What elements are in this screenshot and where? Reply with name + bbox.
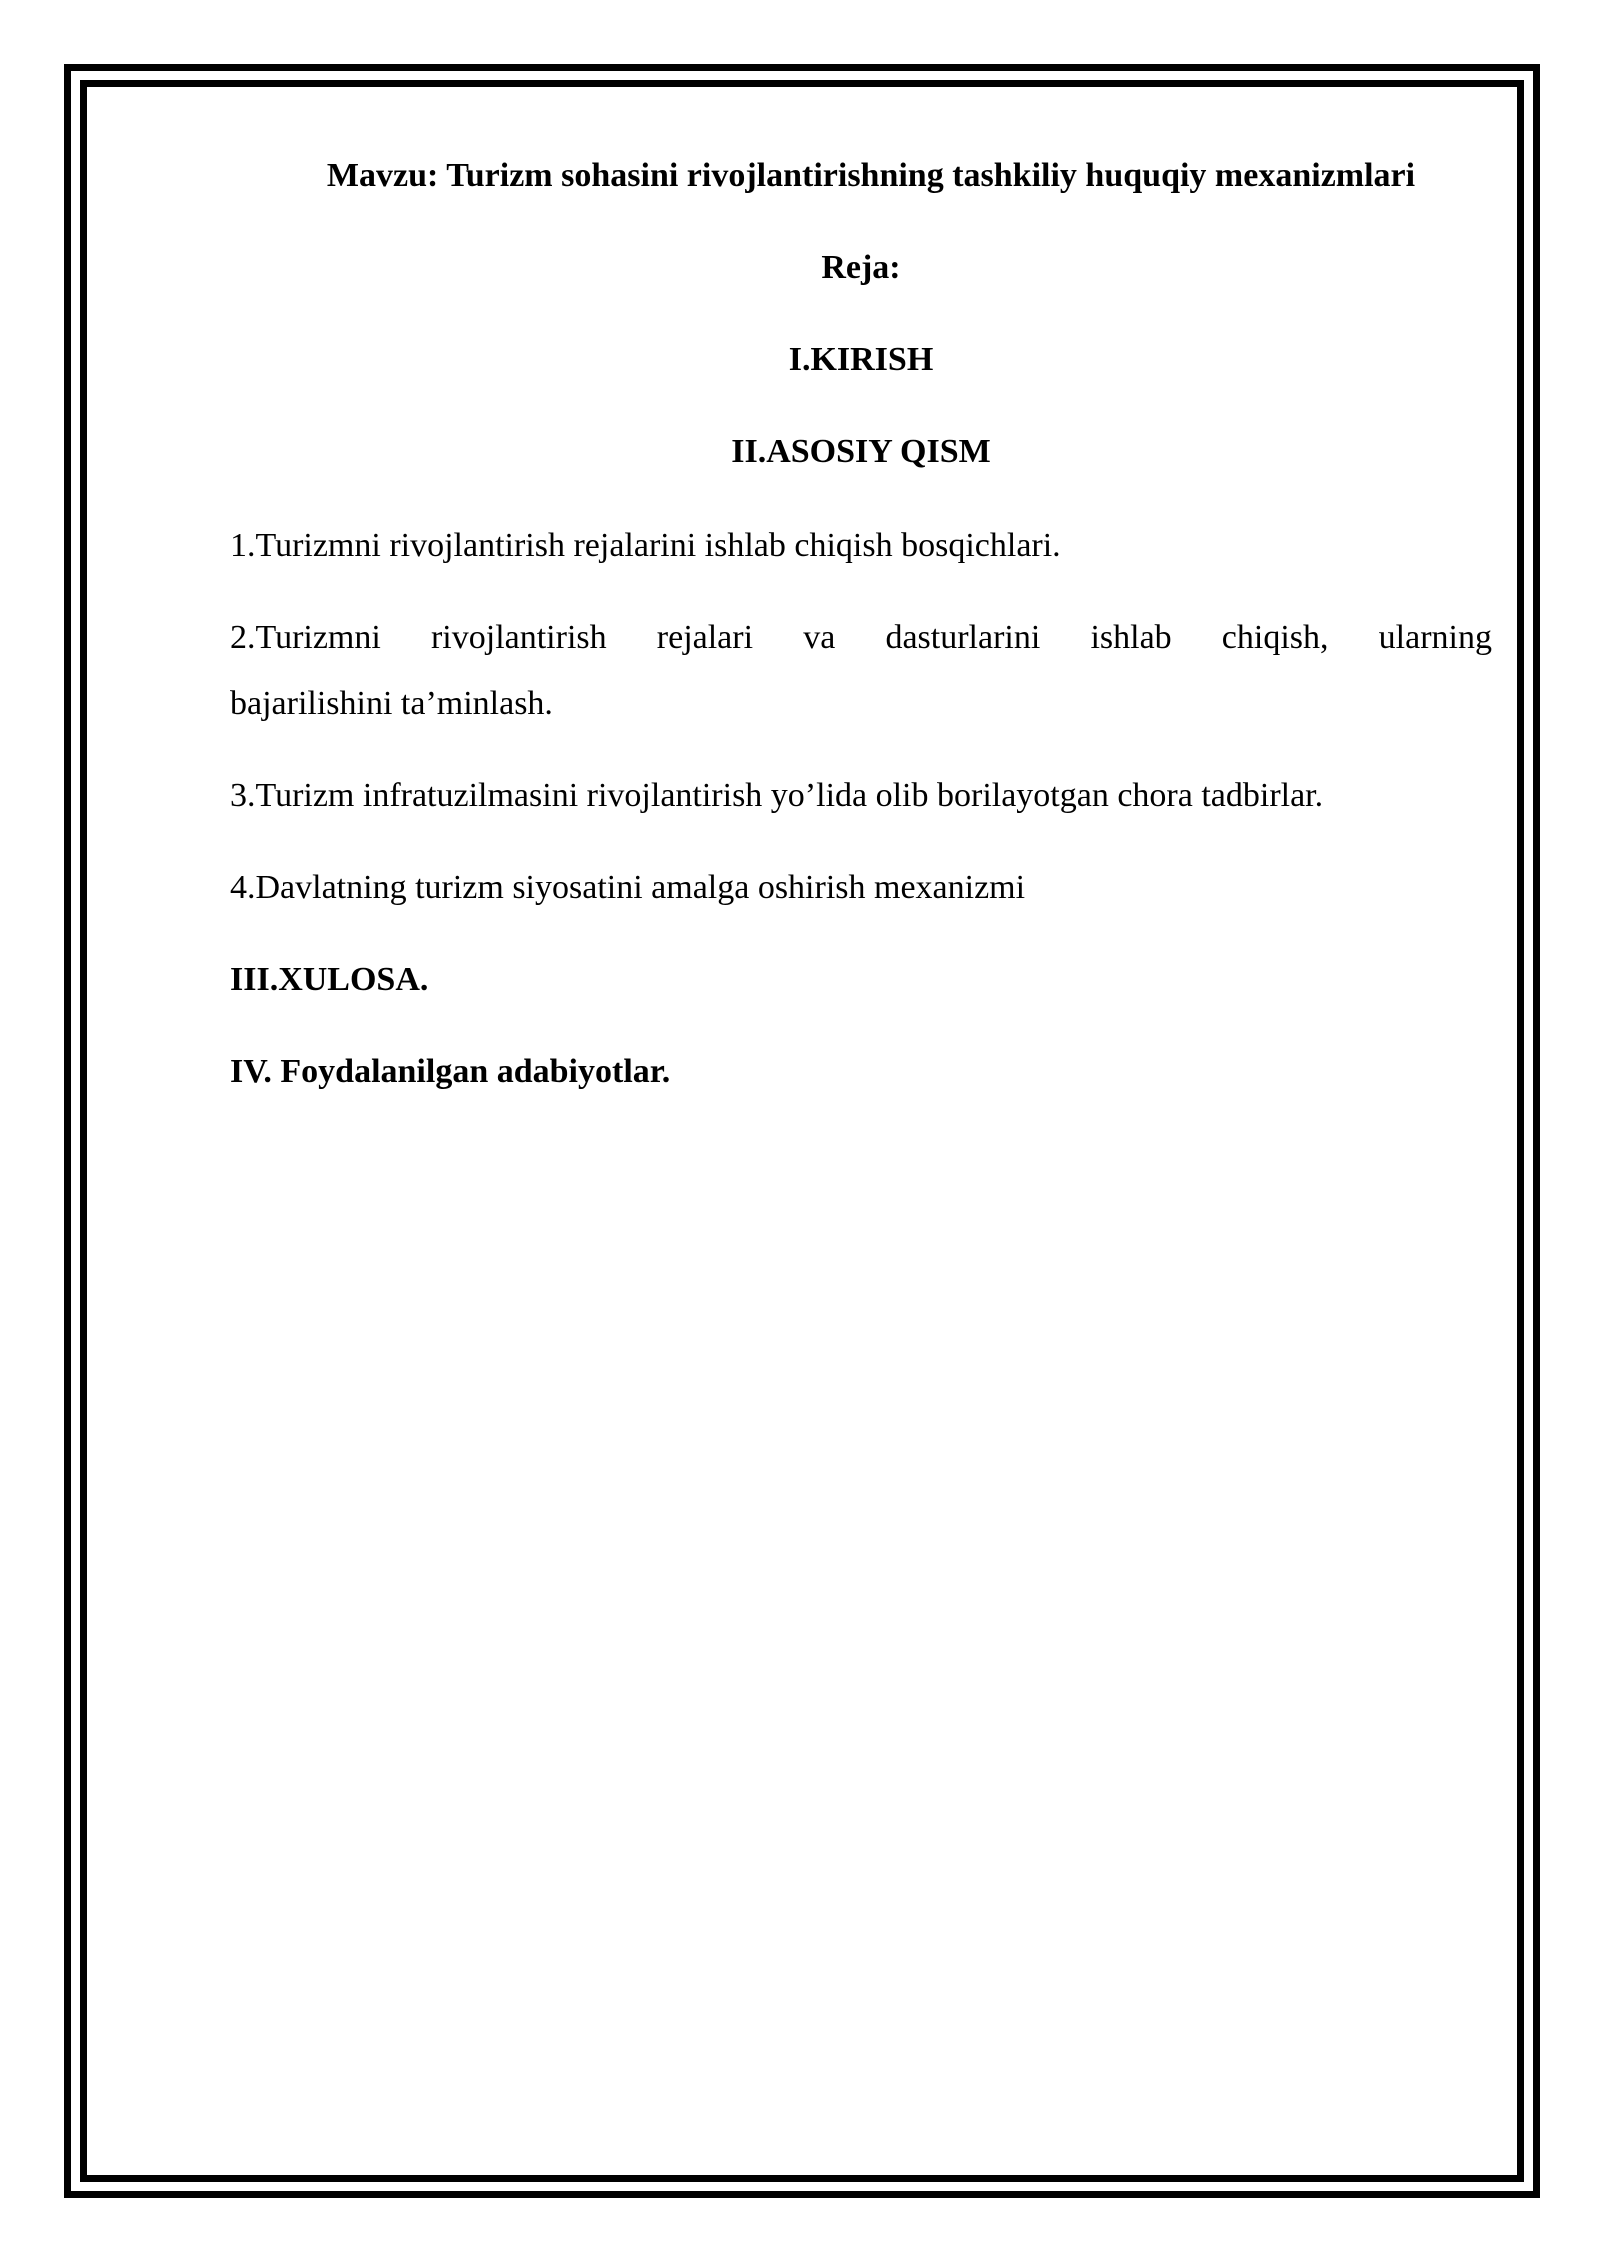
section-conclusion: III.XULOSA.	[230, 961, 429, 998]
plan-heading: Reja:	[821, 249, 901, 286]
section-main-part: II.ASOSIY QISM	[731, 433, 991, 470]
document-title: Mavzu: Turizm sohasini rivojlantirishning tashkiliy huquqiy mexanizmlari	[326, 157, 1416, 194]
plan-item-2-line-1: 2.Turizmni rivojlantirish rejalari va dasturlarini ishlab chiqish, ularning	[230, 619, 1492, 656]
page-border-inner	[80, 80, 1524, 2182]
plan-item-1: 1.Turizmni rivojlantirish rejalarini ishlab chiqish bosqichlari.	[230, 527, 1061, 564]
plan-item-4: 4.Davlatning turizm siyosatini amalga oshirish mexanizmi	[230, 869, 1026, 906]
plan-item-3: 3.Turizm infratuzilmasini rivojlantirish yo’lida olib borilayotgan chora tadbirlar.	[230, 777, 1324, 814]
plan-item-2-line-2: bajarilishini ta’minlash.	[230, 685, 553, 722]
section-references: IV. Foydalanilgan adabiyotlar.	[230, 1053, 671, 1090]
section-introduction: I.KIRISH	[788, 341, 934, 378]
